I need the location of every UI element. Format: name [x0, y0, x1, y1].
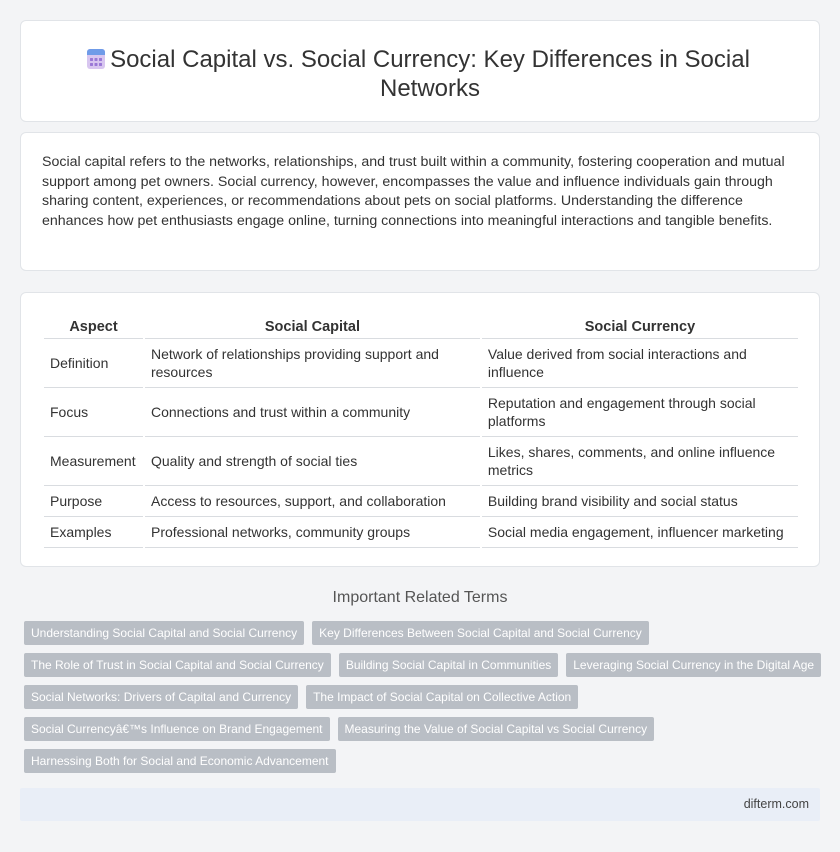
related-term-tag[interactable]: Understanding Social Capital and Social Currency — [24, 621, 304, 645]
related-term-tag[interactable]: Measuring the Value of Social Capital vs Social Currency — [338, 717, 655, 741]
related-term-tag[interactable]: Social Currencyâ€™s Influence on Brand Engagement — [24, 717, 330, 741]
column-header: Social Capital — [145, 313, 480, 339]
related-term-tag[interactable]: The Impact of Social Capital on Collective Action — [306, 685, 578, 709]
related-term-tag[interactable]: Leveraging Social Currency in the Digital Age — [566, 653, 821, 677]
table-cell: Value derived from social interactions and influence — [482, 339, 798, 388]
related-term-tag[interactable]: Building Social Capital in Communities — [339, 653, 558, 677]
table-cell: Reputation and engagement through social platforms — [482, 388, 798, 437]
table-header-row — [44, 313, 798, 339]
table-cell: Network of relationships providing support and resources — [145, 339, 480, 388]
column-header: Social Currency — [482, 313, 798, 339]
table-row — [44, 388, 798, 437]
footer — [20, 788, 820, 821]
related-term-tag[interactable]: Key Differences Between Social Capital and Social Currency — [312, 621, 649, 645]
table-cell: Examples — [44, 517, 143, 548]
table-cell: Definition — [44, 339, 143, 388]
table-cell: Purpose — [44, 486, 143, 517]
table-cell: Focus — [44, 388, 143, 437]
related-terms-title: Important Related Terms — [332, 589, 508, 606]
related-term-tag[interactable]: Social Networks: Drivers of Capital and Currency — [24, 685, 298, 709]
table-cell: Building brand visibility and social status — [482, 486, 798, 517]
comparison-table-card — [20, 292, 820, 567]
comparison-table — [42, 313, 800, 548]
related-terms-list — [24, 621, 824, 781]
intro-card — [20, 132, 820, 271]
table-cell: Likes, shares, comments, and online influence metrics — [482, 437, 798, 486]
table-cell: Professional networks, community groups — [145, 517, 480, 548]
table-row — [44, 437, 798, 486]
related-term-tag[interactable]: The Role of Trust in Social Capital and Social Currency — [24, 653, 331, 677]
header-card — [20, 20, 820, 122]
intro-text: Social capital refers to the networks, relationships, and trust built within a community, fostering cooperation and mutual support among pet owners. Social currency, however, encompasses the value and influence individuals gain through sharing content, experiences, or recommendations about pets on social platforms. Understanding the difference enhances how pet enthusiasts engage online, turning connections into meaningful interactions and tangible benefits. — [42, 154, 785, 229]
table-cell: Social media engagement, influencer marketing — [482, 517, 798, 548]
table-row — [44, 486, 798, 517]
related-term-tag[interactable]: Harnessing Both for Social and Economic Advancement — [24, 749, 336, 773]
table-cell: Measurement — [44, 437, 143, 486]
table-row — [44, 517, 798, 548]
table-row — [44, 339, 798, 388]
table-cell: Access to resources, support, and collaboration — [145, 486, 480, 517]
table-cell: Connections and trust within a community — [145, 388, 480, 437]
table-cell: Quality and strength of social ties — [145, 437, 480, 486]
page-title: Social Capital vs. Social Currency: Key Differences in Social Networks — [110, 46, 750, 102]
footer-site-link[interactable]: difterm.com — [743, 797, 809, 811]
column-header: Aspect — [44, 313, 143, 339]
